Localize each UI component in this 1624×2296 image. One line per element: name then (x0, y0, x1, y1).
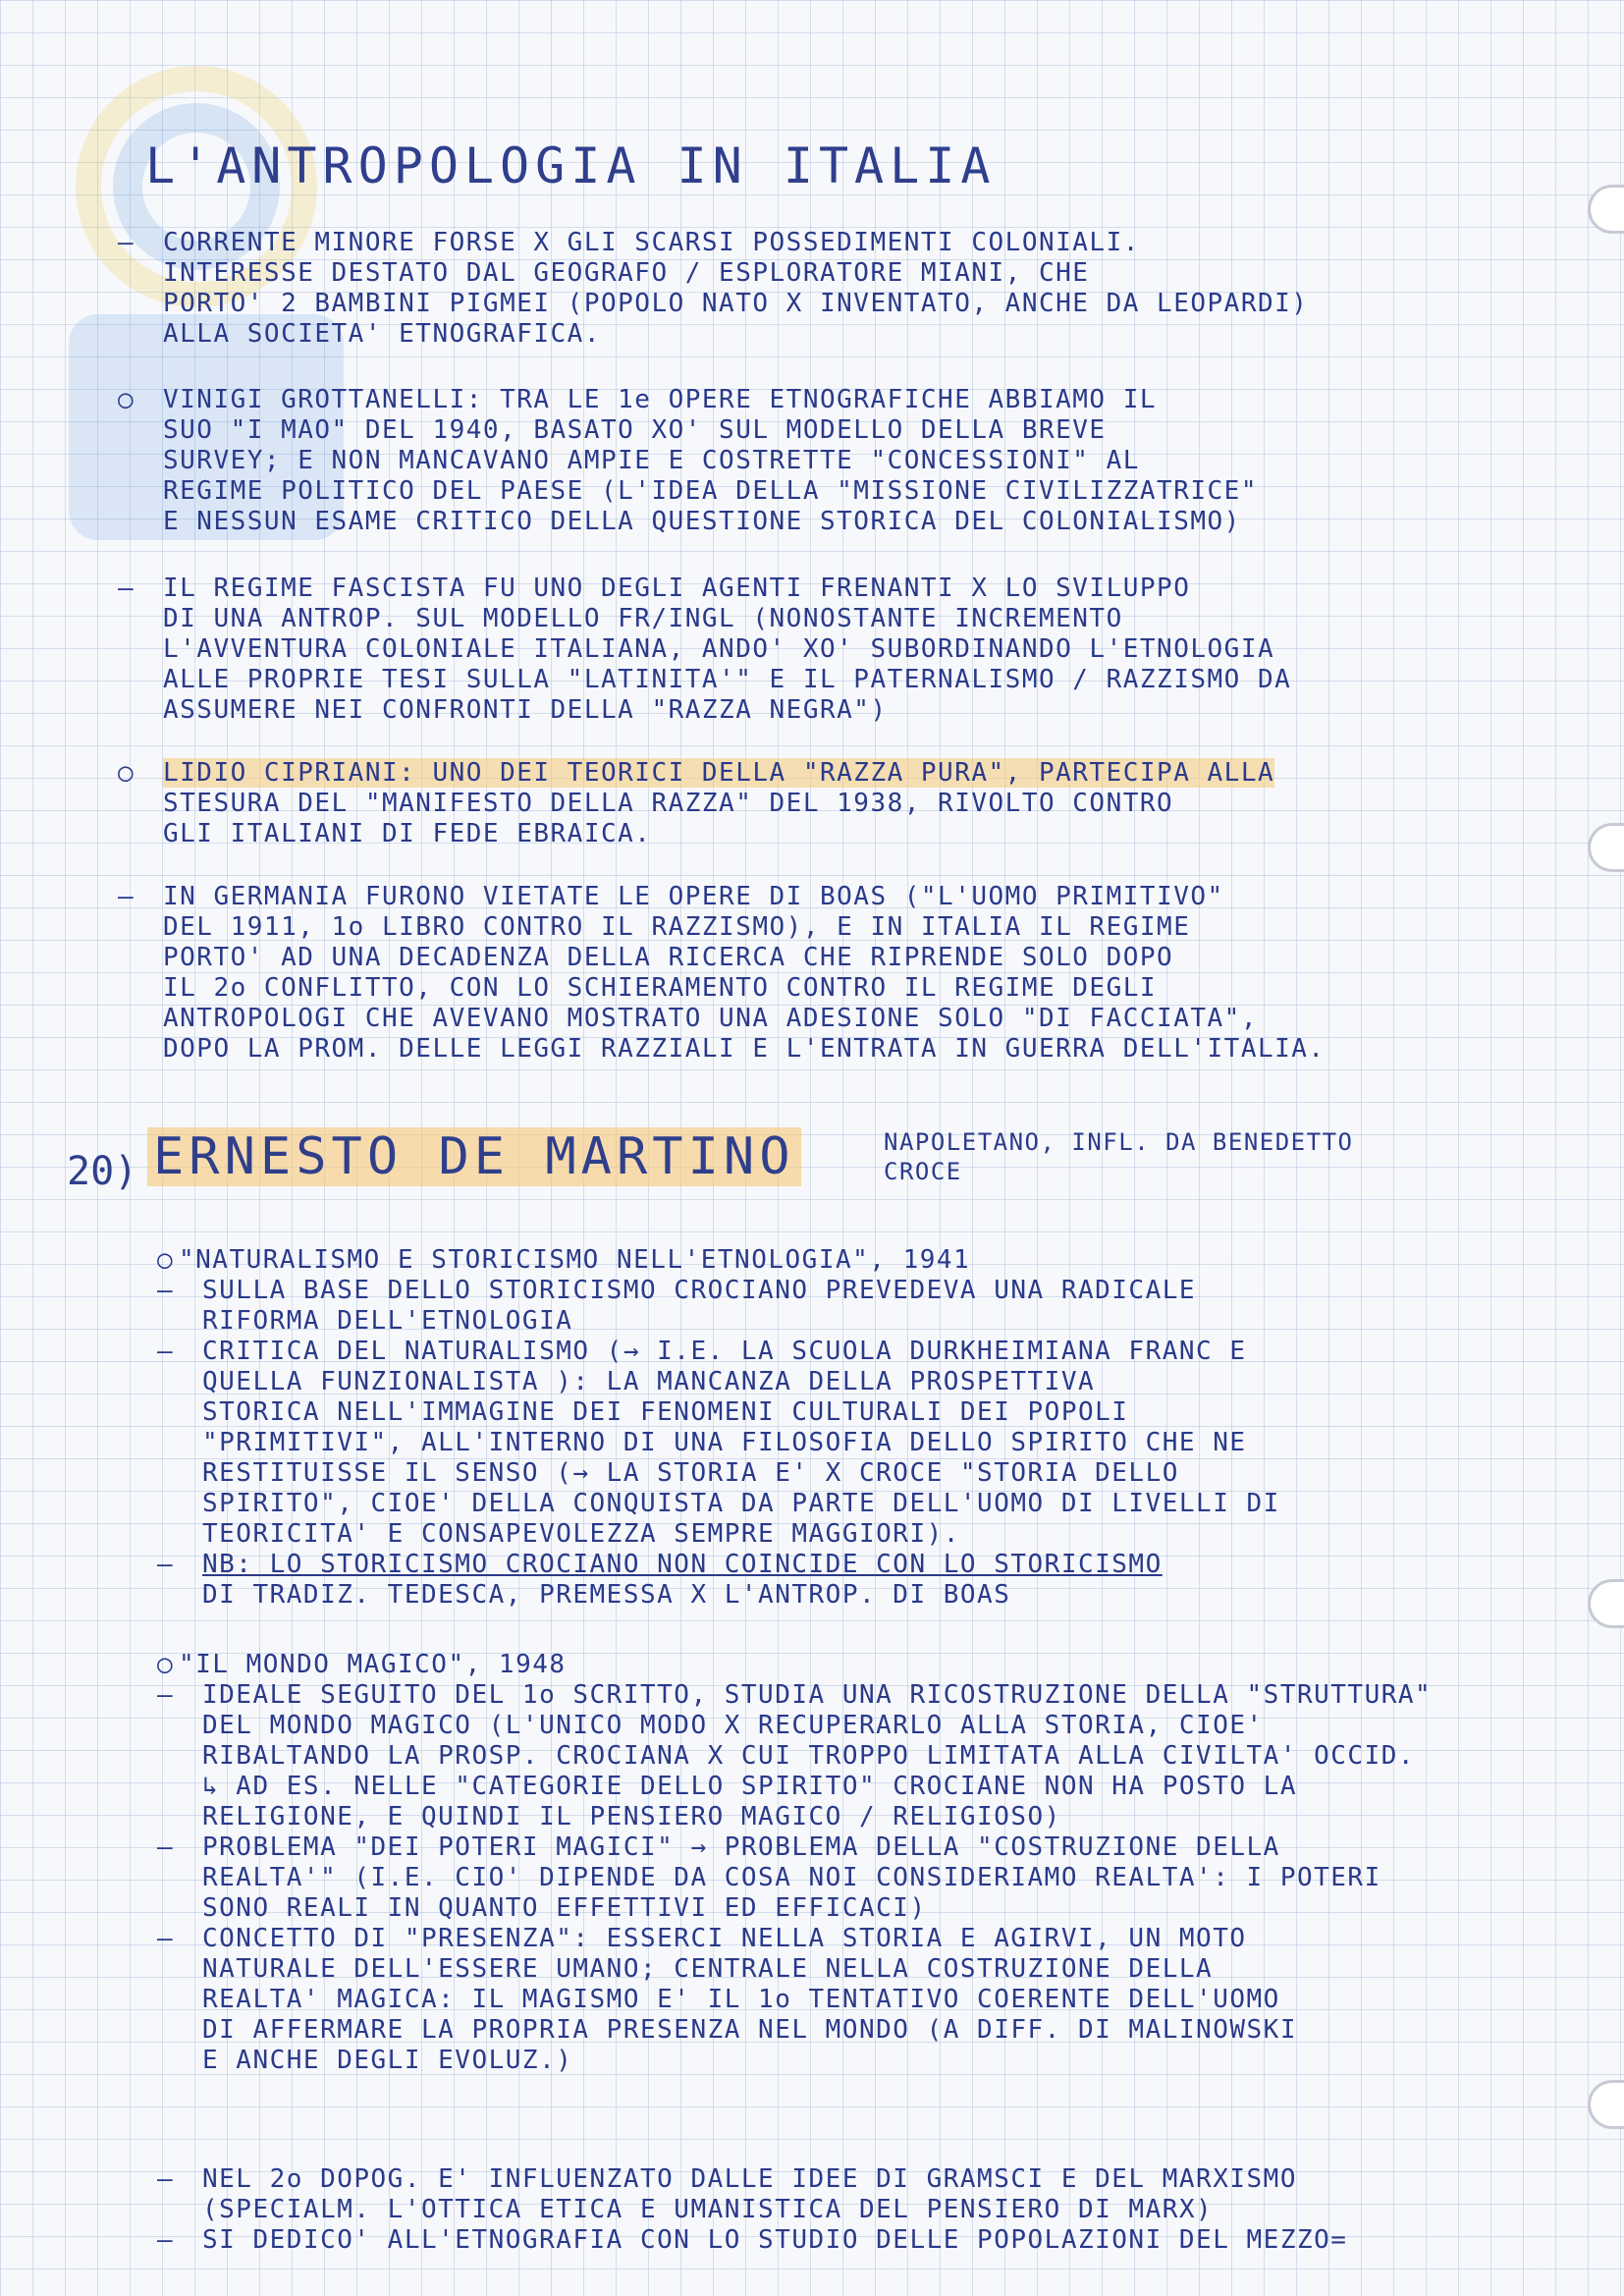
text-line: ASSUMERE NEI CONFRONTI DELLA "RAZZA NEGRA") (163, 695, 888, 725)
mondo-magico-section (157, 1650, 1571, 2076)
text-line: SONO REALI IN QUANTO EFFETTIVI ED EFFICACI) (202, 1893, 927, 1923)
text-line: DEL 1911, 1o LIBRO CONTRO IL RAZZISMO), E IN ITALIA IL REGIME (163, 912, 1191, 942)
text-line: SI DEDICO' ALL'ETNOGRAFIA CON LO STUDIO DELLE POPOLAZIONI DEL MEZZO= (202, 2225, 1348, 2255)
section-number: 20) (67, 1149, 138, 1194)
dash-bullet: – (157, 2225, 175, 2255)
section-title-text: ERNESTO DE MARTINO (147, 1127, 801, 1186)
dopoguerra-section (157, 2164, 1571, 2256)
text-line: E ANCHE DEGLI EVOLUZ.) (202, 2046, 573, 2075)
text-line: CROCE (884, 1158, 962, 1185)
dash-bullet: – (118, 228, 135, 257)
subheading: "IL MONDO MAGICO", 1948 (179, 1650, 567, 1679)
text-line: RESTITUISSE IL SENSO (→ LA STORIA E' X CROCE "STORIA DELLO (202, 1458, 1179, 1488)
text-line: IL 2o CONFLITTO, CON LO SCHIERAMENTO CONTRO IL REGIME DEGLI (163, 973, 1158, 1003)
text-line: SULLA BASE DELLO STORICISMO CROCIANO PREVEDEVA UNA RADICALE (202, 1276, 1197, 1305)
dash-bullet: – (157, 1276, 175, 1305)
text-line: QUELLA FUNZIONALISTA ): LA MANCANZA DELLA PROSPETTIVA (202, 1367, 1096, 1396)
text-line: PORTO' 2 BAMBINI PIGMEI (POPOLO NATO X INVENTATO, ANCHE DA LEOPARDI) (163, 289, 1309, 318)
text-line: IL REGIME FASCISTA FU UNO DEGLI AGENTI FRENANTI X LO SVILUPPO (163, 574, 1191, 603)
binder-hole (1588, 1579, 1624, 1628)
text-line: INTERESSE DESTATO DAL GEOGRAFO / ESPLORATORE MIANI, CHE (163, 258, 1090, 288)
dash-bullet: – (157, 1680, 175, 1710)
text-line: REALTA'" (I.E. CIO' DIPENDE DA COSA NOI CONSIDERIAMO REALTA': I POTERI (202, 1863, 1381, 1892)
text-line: (SPECIALM. L'OTTICA ETICA E UMANISTICA DEL PENSIERO DI MARX) (202, 2195, 1214, 2224)
dash-bullet: – (118, 882, 135, 911)
text-line: IN GERMANIA FURONO VIETATE LE OPERE DI BOAS ("L'UOMO PRIMITIVO" (163, 882, 1224, 911)
subheading: "NATURALISMO E STORICISMO NELL'ETNOLOGIA", 1941 (179, 1245, 971, 1275)
text-line: VINIGI GROTTANELLI: TRA LE 1e OPERE ETNOGRAFICHE ABBIAMO IL (163, 385, 1158, 414)
grottanelli-paragraph (118, 385, 1571, 537)
circle-bullet: ○ (118, 385, 135, 414)
text-line: ALLA SOCIETA' ETNOGRAFICA. (163, 319, 601, 349)
page-title: L'ANTROPOLOGIA IN ITALIA (145, 137, 997, 194)
text-line: CORRENTE MINORE FORSE X GLI SCARSI POSSEDIMENTI COLONIALI. (163, 228, 1140, 257)
text-line: TEORICITA' E CONSAPEVOLEZZA SEMPRE MAGGIORI). (202, 1519, 960, 1549)
text-line: SUO "I MAO" DEL 1940, BASATO XO' SUL MODELLO DELLA BREVE (163, 415, 1107, 445)
text-line: L'AVVENTURA COLONIALE ITALIANA, ANDO' XO' SUBORDINANDO L'ETNOLOGIA (163, 634, 1275, 664)
text-line: NB: LO STORICISMO CROCIANO NON COINCIDE CON LO STORICISMO (202, 1550, 1163, 1579)
dash-bullet: – (157, 1337, 175, 1366)
intro-paragraph (118, 228, 1571, 350)
text-line: E NESSUN ESAME CRITICO DELLA QUESTIONE STORICA DEL COLONIALISMO) (163, 507, 1241, 536)
dash-bullet: – (157, 1550, 175, 1579)
naturalismo-section (157, 1245, 1571, 1611)
text-line: REALTA' MAGICA: IL MAGISMO E' IL 1o TENTATIVO COERENTE DELL'UOMO (202, 1985, 1280, 2014)
text-line: ALLE PROPRIE TESI SULLA "LATINITA'" E IL PATERNALISMO / RAZZISMO DA (163, 665, 1292, 694)
text-line: PORTO' AD UNA DECADENZA DELLA RICERCA CHE RIPRENDE SOLO DOPO (163, 943, 1174, 972)
text-line: GLI ITALIANI DI FEDE EBRAICA. (163, 819, 652, 848)
dash-bullet: – (157, 1924, 175, 1953)
text-line: STESURA DEL "MANIFESTO DELLA RAZZA" DEL 1938, RIVOLTO CONTRO (163, 789, 1174, 818)
text-line: SPIRITO", CIOE' DELLA CONQUISTA DA PARTE DELL'UOMO DI LIVELLI DI (202, 1489, 1280, 1518)
text-line: ANTROPOLOGI CHE AVEVANO MOSTRATO UNA ADESIONE SOLO "DI FACCIATA", (163, 1004, 1258, 1033)
text-line: PROBLEMA "DEI POTERI MAGICI" → PROBLEMA DELLA "COSTRUZIONE DELLA (202, 1832, 1280, 1862)
germania-paragraph (118, 882, 1571, 1065)
text-line: REGIME POLITICO DEL PAESE (L'IDEA DELLA "MISSIONE CIVILIZZATRICE" (163, 476, 1258, 506)
text-line: SURVEY; E NON MANCAVANO AMPIE E COSTRETTE "CONCESSIONI" AL (163, 446, 1140, 475)
text-line: NAPOLETANO, INFL. DA BENEDETTO (884, 1128, 1354, 1156)
text-line: CRITICA DEL NATURALISMO (→ I.E. LA SCUOLA DURKHEIMIANA FRANC E (202, 1337, 1247, 1366)
text-line: RELIGIONE, E QUINDI IL PENSIERO MAGICO / RELIGIOSO) (202, 1802, 1061, 1831)
dash-bullet: – (118, 574, 135, 603)
text-line: DI AFFERMARE LA PROPRIA PRESENZA NEL MONDO (A DIFF. DI MALINOWSKI (202, 2015, 1297, 2045)
text-line: RIBALTANDO LA PROSP. CROCIANA X CUI TROPPO LIMITATA ALLA CIVILTA' OCCID. (202, 1741, 1416, 1771)
text-line: RIFORMA DELL'ETNOLOGIA (202, 1306, 573, 1336)
section-title (147, 1127, 801, 1186)
dash-bullet: – (157, 2164, 175, 2194)
text-line: NATURALE DELL'ESSERE UMANO; CENTRALE NELLA COSTRUZIONE DELLA (202, 1954, 1214, 1984)
text-line: CONCETTO DI "PRESENZA": ESSERCI NELLA STORIA E AGIRVI, UN MOTO (202, 1924, 1247, 1953)
regime-paragraph (118, 574, 1571, 726)
binder-hole (1588, 823, 1624, 872)
circle-bullet: ○ (157, 1650, 175, 1679)
binder-hole (1588, 185, 1624, 234)
section-note (884, 1127, 1353, 1186)
cipriani-paragraph (118, 758, 1571, 849)
text-line: DOPO LA PROM. DELLE LEGGI RAZZIALI E L'ENTRATA IN GUERRA DELL'ITALIA. (163, 1034, 1326, 1064)
text-line: NEL 2o DOPOG. E' INFLUENZATO DALLE IDEE DI GRAMSCI E DEL MARXISMO (202, 2164, 1297, 2194)
circle-bullet: ○ (157, 1245, 175, 1275)
text-line: IDEALE SEGUITO DEL 1o SCRITTO, STUDIA UNA RICOSTRUZIONE DELLA "STRUTTURA" (202, 1680, 1433, 1710)
text-line: DI UNA ANTROP. SUL MODELLO FR/INGL (NONOSTANTE INCREMENTO (163, 604, 1123, 633)
text-line: STORICA NELL'IMMAGINE DEI FENOMENI CULTURALI DEI POPOLI (202, 1397, 1129, 1427)
text-line: ↳ AD ES. NELLE "CATEGORIE DELLO SPIRITO" CROCIANE NON HA POSTO LA (202, 1772, 1297, 1801)
circle-bullet: ○ (118, 758, 135, 788)
text-line: "PRIMITIVI", ALL'INTERNO DI UNA FILOSOFIA DELLO SPIRITO CHE NE (202, 1428, 1247, 1457)
binder-hole (1588, 2080, 1624, 2129)
text-line: LIDIO CIPRIANI: UNO DEI TEORICI DELLA "RAZZA PURA", PARTECIPA ALLA (163, 758, 1275, 788)
text-line: DI TRADIZ. TEDESCA, PREMESSA X L'ANTROP. DI BOAS (202, 1580, 1011, 1610)
text-line: DEL MONDO MAGICO (L'UNICO MODO X RECUPERARLO ALLA STORIA, CIOE' (202, 1711, 1264, 1740)
dash-bullet: – (157, 1832, 175, 1862)
